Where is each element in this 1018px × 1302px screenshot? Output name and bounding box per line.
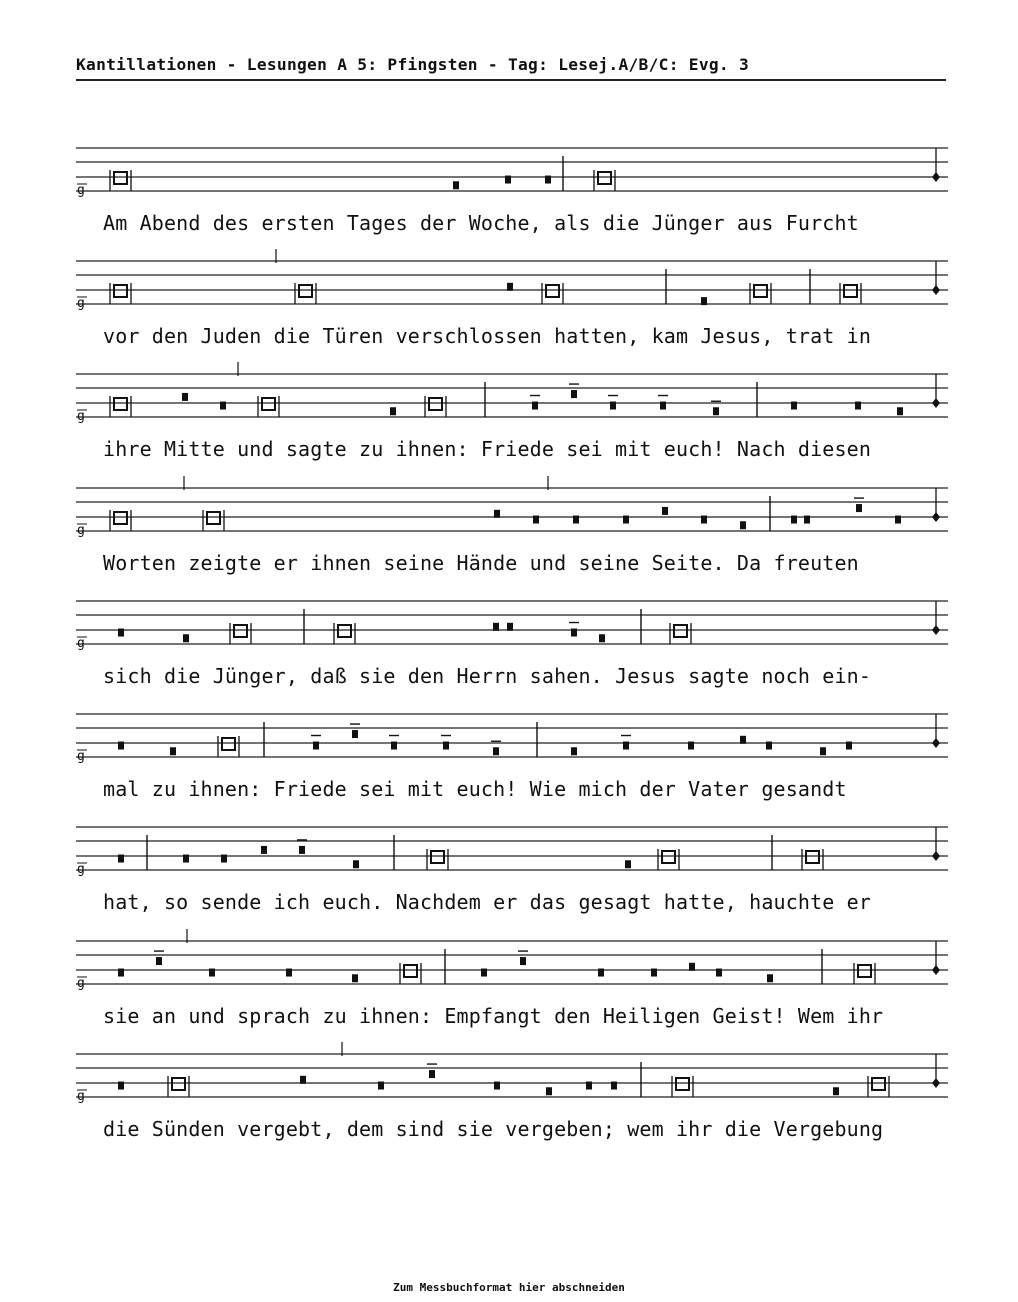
chant-system bbox=[0, 825, 1018, 938]
final-note bbox=[932, 261, 940, 295]
chant-note bbox=[623, 742, 629, 750]
chant-note bbox=[453, 181, 459, 189]
final-note bbox=[932, 148, 940, 182]
chant-note bbox=[856, 504, 862, 512]
final-note bbox=[932, 941, 940, 975]
recitation-note bbox=[542, 283, 563, 304]
recitation-note bbox=[218, 736, 239, 757]
lyric-line: sie an und sprach zu ihnen: Empfangt den Heiligen Geist! Wem ihr bbox=[103, 1004, 884, 1028]
chant-note bbox=[507, 623, 513, 631]
staff bbox=[76, 372, 948, 432]
chant-note bbox=[261, 846, 267, 854]
chant-note bbox=[183, 855, 189, 863]
chant-note bbox=[651, 969, 657, 977]
chant-note bbox=[895, 516, 901, 524]
recitation-note bbox=[840, 283, 861, 304]
chant-note bbox=[855, 402, 861, 410]
recitation-note bbox=[258, 396, 279, 417]
final-note bbox=[932, 374, 940, 408]
recitation-note bbox=[295, 283, 316, 304]
chant-system bbox=[0, 1052, 1018, 1165]
chant-note bbox=[118, 629, 124, 637]
chant-note bbox=[846, 742, 852, 750]
lyric-line: ihre Mitte und sagte zu ihnen: Friede sei mit euch! Nach diesen bbox=[103, 437, 872, 461]
chant-note bbox=[118, 1082, 124, 1090]
chant-note bbox=[313, 742, 319, 750]
chant-note bbox=[494, 510, 500, 518]
final-note bbox=[932, 601, 940, 635]
staff bbox=[76, 146, 948, 206]
chant-note bbox=[493, 747, 499, 755]
chant-system bbox=[0, 259, 1018, 372]
chant-note bbox=[443, 742, 449, 750]
chant-note bbox=[505, 176, 511, 184]
staff bbox=[76, 825, 948, 885]
chant-note bbox=[662, 507, 668, 515]
chant-note bbox=[156, 957, 162, 965]
chant-note bbox=[625, 860, 631, 868]
clef-symbol: g bbox=[77, 523, 85, 538]
clef-symbol: g bbox=[77, 1089, 85, 1104]
chant-note bbox=[300, 1076, 306, 1084]
chant-note bbox=[571, 390, 577, 398]
chant-system bbox=[0, 599, 1018, 712]
chant-note bbox=[599, 634, 605, 642]
chant-note bbox=[183, 634, 189, 642]
chant-note bbox=[352, 730, 358, 738]
page-header-title: Kantillationen - Lesungen A 5: Pfingsten - Tag: Lesej.A/B/C: Evg. 3 bbox=[76, 55, 750, 74]
chant-note bbox=[378, 1082, 384, 1090]
chant-note bbox=[532, 402, 538, 410]
chant-note bbox=[182, 393, 188, 401]
clef-symbol: g bbox=[77, 636, 85, 651]
chant-system bbox=[0, 146, 1018, 259]
chant-note bbox=[701, 297, 707, 305]
chant-note bbox=[390, 407, 396, 415]
lyric-line: vor den Juden die Türen verschlossen hatten, kam Jesus, trat in bbox=[103, 324, 872, 348]
header-rule bbox=[76, 79, 946, 81]
final-note bbox=[932, 488, 940, 522]
chant-note bbox=[833, 1087, 839, 1095]
lyric-line: Worten zeigte er ihnen seine Hände und seine Seite. Da freuten bbox=[103, 551, 859, 575]
clef-symbol: g bbox=[77, 862, 85, 877]
chant-note bbox=[481, 969, 487, 977]
clef-symbol: g bbox=[77, 749, 85, 764]
recitation-note bbox=[672, 1076, 693, 1097]
recitation-note bbox=[400, 963, 421, 984]
chant-note bbox=[533, 516, 539, 524]
chant-note bbox=[791, 516, 797, 524]
chant-note bbox=[507, 283, 513, 291]
chant-note bbox=[716, 969, 722, 977]
chant-note bbox=[767, 974, 773, 982]
chant-note bbox=[391, 742, 397, 750]
recitation-note bbox=[854, 963, 875, 984]
chant-note bbox=[713, 407, 719, 415]
chant-note bbox=[571, 629, 577, 637]
chant-note bbox=[118, 742, 124, 750]
clef-symbol: g bbox=[77, 976, 85, 991]
chant-system bbox=[0, 372, 1018, 485]
chant-note bbox=[494, 1082, 500, 1090]
recitation-note bbox=[868, 1076, 889, 1097]
recitation-note bbox=[594, 170, 615, 191]
chant-note bbox=[545, 176, 551, 184]
chant-note bbox=[429, 1070, 435, 1078]
chant-note bbox=[353, 860, 359, 868]
recitation-note bbox=[750, 283, 771, 304]
chant-note bbox=[209, 969, 215, 977]
chant-note bbox=[299, 846, 305, 854]
chant-note bbox=[118, 969, 124, 977]
clef-symbol: g bbox=[77, 183, 85, 198]
chant-system bbox=[0, 712, 1018, 825]
chant-note bbox=[701, 516, 707, 524]
staff bbox=[76, 939, 948, 999]
final-note bbox=[932, 827, 940, 861]
chant-note bbox=[740, 736, 746, 744]
final-note bbox=[932, 1054, 940, 1088]
recitation-note bbox=[425, 396, 446, 417]
chant-note bbox=[598, 969, 604, 977]
chant-note bbox=[170, 747, 176, 755]
chant-system bbox=[0, 939, 1018, 1052]
lyric-line: die Sünden vergebt, dem sind sie vergeben; wem ihr die Vergebung bbox=[103, 1117, 884, 1141]
clef-symbol: g bbox=[77, 409, 85, 424]
chant-note bbox=[820, 747, 826, 755]
chant-note bbox=[611, 1082, 617, 1090]
recitation-note bbox=[658, 849, 679, 870]
chant-note bbox=[623, 516, 629, 524]
staff bbox=[76, 1052, 948, 1112]
lyric-line: mal zu ihnen: Friede sei mit euch! Wie mich der Vater gesandt bbox=[103, 777, 847, 801]
staff bbox=[76, 259, 948, 319]
chant-note bbox=[493, 623, 499, 631]
chant-note bbox=[766, 742, 772, 750]
chant-note bbox=[897, 407, 903, 415]
recitation-note bbox=[110, 510, 131, 531]
recitation-note bbox=[334, 623, 355, 644]
recitation-note bbox=[427, 849, 448, 870]
chant-note bbox=[688, 742, 694, 750]
clef-symbol: g bbox=[77, 296, 85, 311]
chant-note bbox=[660, 402, 666, 410]
chant-note bbox=[586, 1082, 592, 1090]
chant-note bbox=[546, 1087, 552, 1095]
chant-note bbox=[610, 402, 616, 410]
staff bbox=[76, 599, 948, 659]
lyric-line: sich die Jünger, daß sie den Herrn sahen. Jesus sagte noch ein- bbox=[103, 664, 872, 688]
chant-note bbox=[571, 747, 577, 755]
recitation-note bbox=[802, 849, 823, 870]
chant-note bbox=[118, 855, 124, 863]
recitation-note bbox=[110, 283, 131, 304]
final-note bbox=[932, 714, 940, 748]
recitation-note bbox=[203, 510, 224, 531]
lyric-line: Am Abend des ersten Tages der Woche, als die Jünger aus Furcht bbox=[103, 211, 859, 235]
chant-note bbox=[520, 957, 526, 965]
recitation-note bbox=[168, 1076, 189, 1097]
recitation-note bbox=[670, 623, 691, 644]
recitation-note bbox=[230, 623, 251, 644]
chant-note bbox=[286, 969, 292, 977]
chant-note bbox=[221, 855, 227, 863]
recitation-note bbox=[110, 396, 131, 417]
chant-note bbox=[352, 974, 358, 982]
chant-note bbox=[740, 521, 746, 529]
chant-note bbox=[573, 516, 579, 524]
staff bbox=[76, 486, 948, 546]
recitation-note bbox=[110, 170, 131, 191]
cut-line-note: Zum Messbuchformat hier abschneiden bbox=[393, 1281, 625, 1294]
staff bbox=[76, 712, 948, 772]
chant-note bbox=[689, 963, 695, 971]
chant-note bbox=[220, 402, 226, 410]
chant-note bbox=[791, 402, 797, 410]
chant-note bbox=[804, 516, 810, 524]
lyric-line: hat, so sende ich euch. Nachdem er das gesagt hatte, hauchte er bbox=[103, 890, 872, 914]
chant-system bbox=[0, 486, 1018, 599]
